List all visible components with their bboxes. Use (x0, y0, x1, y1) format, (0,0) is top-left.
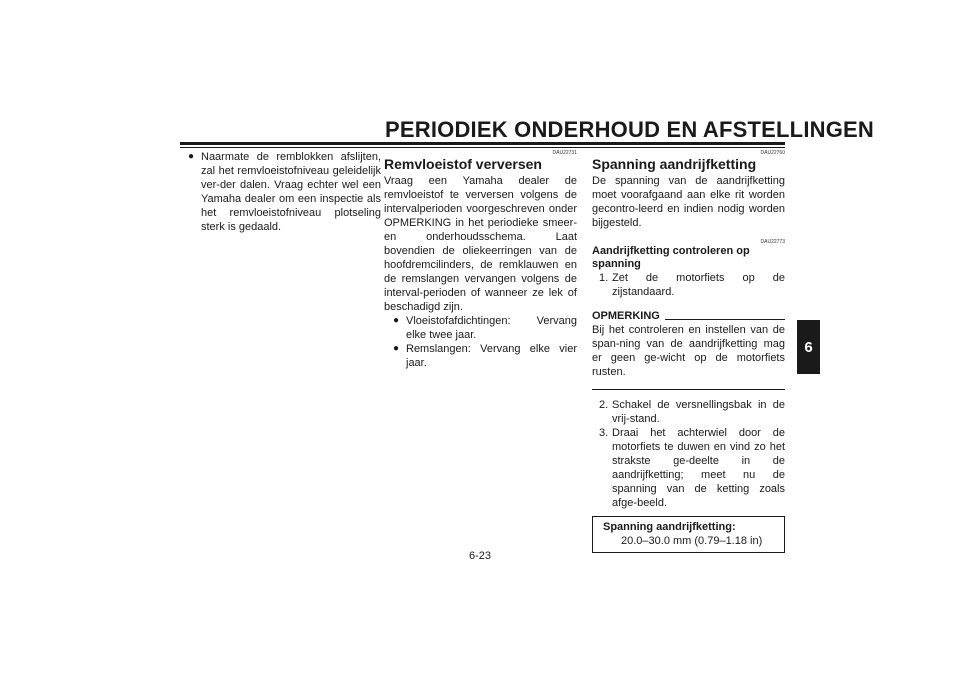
note-text: Bij het controleren en instellen van de span-ning van de aandrijfketting mag er geen ge-wicht op de motorfiets rusten. (592, 324, 785, 378)
column-2 (384, 150, 577, 370)
subsection-code: DAU22773 (760, 239, 785, 245)
list-item (393, 342, 577, 370)
step-item (592, 426, 785, 510)
bullet-text: Naarmate de remblokken afslijten, zal het remvloeistofniveau geleidelijk ver-der dalen. Vraag echter wel een Yamaha dealer om een inspectie als het remvloeistofniveau plotseling sterk is gedaald. (201, 151, 381, 233)
page-number: 6-23 (468, 550, 492, 562)
spec-label: Spanning aandrijfketting: (603, 521, 736, 533)
section-body: Vraag een Yamaha dealer de remvloeistof te verversen volgens de intervalperioden voorgeschreven onder OPMERKING in het periodieke smeer- en onderhoudsschema. Laat bovendien de oliekeerringen van de hoofdremcilinders, de remklauwen en de remslangen vervangen volgens de interval-perioden of wanneer ze lek of beschadigd zijn. (384, 175, 577, 313)
step-number: 3. (599, 427, 609, 439)
section-code: DAU22731 (552, 150, 577, 156)
list-item (188, 150, 381, 234)
spec-box (592, 516, 785, 553)
section-intro: De spanning van de aandrijfketting moet voorafgaand aan elke rit worden gecontro-leerd en indien nodig worden bijgesteld. (592, 175, 785, 229)
chapter-tab: 6 (797, 320, 820, 374)
step-item (592, 271, 785, 299)
section-heading: Spanning aandrijfketting (592, 156, 757, 172)
bullet-icon: ● (188, 151, 195, 162)
note-label: OPMERKING (592, 310, 660, 322)
list-item (393, 314, 577, 342)
step-text: Draai het achterwiel door de motorfiets te duwen en vind zo het strakste ge-deelte in de aandrijfketting; meet nu de spanning van de ketting zoals afge-beeld. (612, 427, 785, 509)
subsection-heading: Aandrijfketting controleren op spanning (592, 245, 750, 270)
column-3 (592, 150, 785, 553)
spec-value: 20.0–30.0 mm (0.79–1.18 in) (621, 535, 763, 547)
bullet-text: Remslangen: Vervang elke vier jaar. (406, 343, 577, 369)
step-item (592, 398, 785, 426)
step-text: Schakel de versnellingsbak in de vrij-stand. (612, 399, 785, 425)
bullet-text: Vloeistofafdichtingen: Vervang elke twee jaar. (406, 315, 577, 341)
note-end-rule (592, 389, 785, 390)
column-1 (188, 150, 381, 234)
bullet-icon: ● (393, 315, 400, 326)
note-rule (665, 319, 785, 320)
step-number: 1. (599, 272, 609, 284)
bullet-icon: ● (393, 343, 400, 354)
note-header (592, 309, 785, 323)
header-rule-thin (180, 147, 785, 148)
step-text: Zet de motorfiets op de zijstandaard. (612, 272, 785, 298)
page-title: PERIODIEK ONDERHOUD EN AFSTELLINGEN (385, 117, 874, 142)
header-rule-thick (180, 142, 785, 145)
step-number: 2. (599, 399, 609, 411)
section-heading: Remvloeistof verversen (384, 156, 542, 172)
section-code: DAU22760 (760, 150, 785, 156)
